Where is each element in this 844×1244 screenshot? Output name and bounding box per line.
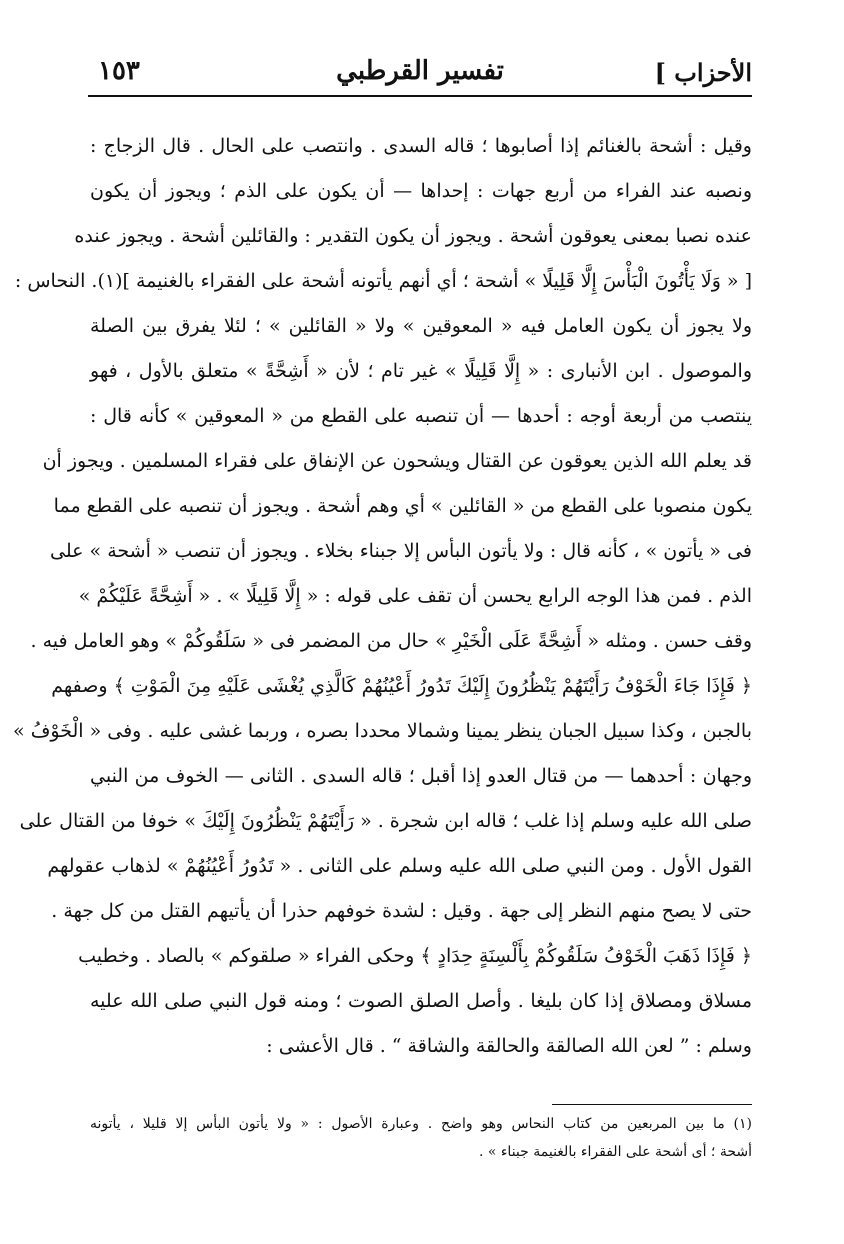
text-line: [ « وَلَا يَأْتُونَ الْبَأْسَ إِلَّا قَلِيلًا » أشحة ؛ أي أنهم يأتونه أشحة على الفقراء بالغنيمة ](١). النحاس :: [14, 270, 752, 292]
footnote-line: (١) ما بين المربعين من كتاب النحاس وهو واضح . وعبارة الأصول : « ولا يأتون البأس إلا قليلا ، يأتونه: [90, 1116, 752, 1132]
text-line: وقف حسن . ومثله « أَشِحَّةً عَلَى الْخَيْرِ » حال من المضمر فى « سَلَقُوكُمْ » وهو العامل فيه .: [30, 630, 752, 652]
text-line: ولا يجوز أن يكون العامل فيه « المعوقين » ولا « القائلين » ؛ لئلا يفرق بين الصلة: [90, 315, 752, 337]
text-line: الذم . فمن هذا الوجه الرابع يحسن أن تقف على قوله : « إِلَّا قَلِيلًا » . « أَشِحَّةً عَلَيْكُمْ »: [78, 585, 752, 607]
text-line: وجهان : أحدهما — من قتال العدو إذا أقبل ؛ قاله السدى . الثانى — الخوف من النبي: [90, 765, 752, 787]
text-line: فى « يأتون » ، كأنه قال : ولا يأتون البأس إلا جبناء بخلاء . ويجوز أن تنصب « أشحة » على: [50, 540, 752, 562]
text-line: يكون منصوبا على القطع من « القائلين » أي وهم أشحة . ويجوز أن تنصبه على القطع مما: [53, 495, 752, 517]
main-text: [13, 124, 752, 1069]
footnote-line: أشحة ؛ أى أشحة على الفقراء بالغنيمة جبناء » .: [478, 1144, 752, 1160]
header-rule: [88, 95, 752, 97]
page-number: ١٥٣: [98, 56, 140, 86]
text-line: ينتصب من أربعة أوجه : أحدها — أن تنصبه على القطع من « المعوقين » كأنه قال :: [90, 405, 752, 427]
quran-verse-line: ﴿ فَإِذَا جَاءَ الْخَوْفُ رَأَيْتَهُمْ يَنْظُرُونَ إِلَيْكَ تَدُورُ أَعْيُنُهُمْ كَالَّذِي يُغْشَى عَلَيْهِ مِنَ الْمَوْتِ ﴾ وصفهم: [51, 675, 752, 697]
text-line: والموصول . ابن الأنبارى : « إِلَّا قَلِيلًا » غير تام ؛ لأن « أَشِحَّةً » متعلق بالأول ، فهو: [90, 360, 752, 382]
running-header-title: تفسير القرطبي: [336, 56, 504, 86]
footnotes: [90, 1110, 752, 1166]
text-line: وسلم : ” لعن الله الصالقة والحالقة والشاقة “ . قال الأعشى :: [266, 1035, 752, 1057]
footnote-rule: [552, 1104, 752, 1105]
page-header: [88, 50, 752, 94]
text-line: بالجبن ، وكذا سبيل الجبان ينظر يمينا وشمالا محددا بصره ، وربما غشى عليه . وفى « الْخَوْفُ »: [13, 720, 752, 742]
text-line: صلى الله عليه وسلم إذا غلب ؛ قاله ابن شجرة . « رَأَيْتَهُمْ يَنْظُرُونَ إِلَيْكَ » خوفا من القتال على: [19, 810, 752, 832]
quran-verse-line: ﴿ فَإِذَا ذَهَبَ الْخَوْفُ سَلَقُوكُمْ بِأَلْسِنَةٍ حِدَادٍ ﴾ وحكى الفراء « صلقوكم » بالصاد . وخطيب: [78, 945, 752, 967]
text-line: القول الأول . ومن النبي صلى الله عليه وسلم على الثانى . « تَدُورُ أَعْيُنُهُمْ » لذهاب عقولهم: [47, 855, 752, 877]
text-line: وقيل : أشحة بالغنائم إذا أصابوها ؛ قاله السدى . وانتصب على الحال . قال الزجاج :: [90, 135, 752, 157]
text-line: ونصبه عند الفراء من أربع جهات : إحداها — أن يكون على الذم ؛ ويجوز أن يكون: [90, 180, 752, 202]
text-line: حتى لا يصح منهم النظر إلى جهة . وقيل : لشدة خوفهم حذرا أن يأتيهم القتل من كل جهة .: [51, 900, 752, 922]
text-line: مسلاق ومصلاق إذا كان بليغا . وأصل الصلق الصوت ؛ ومنه قول النبي صلى الله عليه: [90, 990, 752, 1012]
text-line: قد يعلم الله الذين يعوقون عن القتال ويشحون عن الإنفاق على فقراء المسلمين . ويجوز أن: [42, 450, 752, 472]
running-header-section: الأحزاب ]: [654, 58, 752, 87]
text-line: عنده نصبا بمعنى يعوقون أشحة . ويجوز أن يكون التقدير : والقائلين أشحة . ويجوز عنده: [74, 225, 752, 247]
